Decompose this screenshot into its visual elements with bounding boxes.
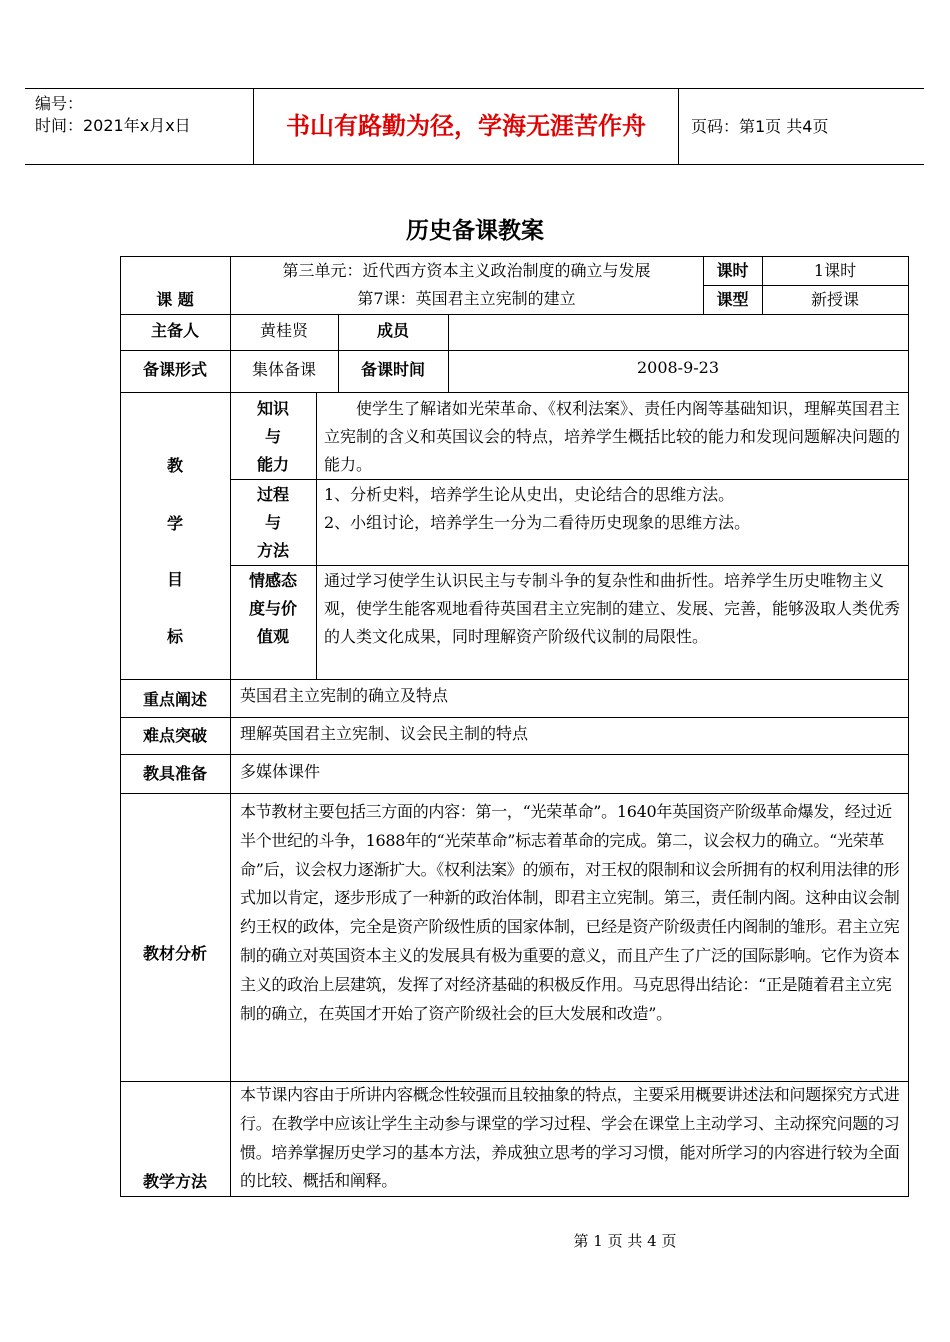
header-motto: 书山有路勤为径，学海无涯苦作舟: [254, 89, 679, 164]
lead-label: 主备人: [150, 321, 199, 340]
header-page-info: 页码：第1页 共4页: [691, 117, 829, 136]
date-label: 备课时间: [360, 360, 425, 379]
process-text-1: 1、分析史料，培养学生论从史出，史论结合的思维方法。: [324, 485, 735, 504]
analysis-label: 教材分析: [142, 944, 207, 963]
difficulty-label: 难点突破: [142, 726, 207, 745]
key-points-label: 重点阐述: [142, 690, 207, 709]
members-label: 成员: [376, 321, 409, 340]
goals-label-3: 目: [166, 570, 183, 589]
type-value: 新授课: [810, 290, 859, 309]
emotion-label-3: 值观: [256, 627, 289, 646]
type-label: 课型: [716, 290, 749, 309]
emotion-text: 通过学习使学生认识民主与专制斗争的复杂性和曲折性。培养学生历史唯物主义观，使学生能客观地看待英国君主立宪制的建立、发展、完善，能够汲取人类优秀的人类文化成果，同时理解资产阶级代议制的局限性。: [324, 571, 901, 646]
emotion-label-2: 度与价: [248, 599, 297, 618]
process-label-1: 过程: [256, 485, 289, 504]
header-meta: [25, 89, 254, 164]
method-text: 本节课内容由于所讲内容概念性较强而且较抽象的特点，主要采用概要讲述法和问题探究方式进行。在教学中应该让学生主动参与课堂的学习过程、学会在课堂上主动学习、主动探究问题的习惯。培养掌握历史学习的基本方法，养成独立思考的学习习惯，能对所学习的内容进行较为全面的比较、概括和阐释。: [240, 1085, 900, 1191]
tools-label: 教具准备: [142, 764, 207, 783]
date-value: 2008-9-23: [636, 358, 720, 377]
goals-label-2: 学: [166, 514, 183, 533]
key-points-text: 英国君主立宪制的确立及特点: [240, 686, 449, 705]
hours-label: 课时: [716, 261, 749, 280]
knowledge-text: 使学生了解诸如光荣革命、《权利法案》、责任内阁等基础知识，理解英国君主立宪制的含义和英国议会的特点，培养学生概括比较的能力和发现问题解决问题的能力。: [324, 399, 901, 474]
knowledge-label-2: 与: [264, 427, 281, 446]
document-header: [25, 88, 924, 165]
method-label: 教学方法: [142, 1172, 207, 1191]
knowledge-label-1: 知识: [256, 399, 289, 418]
time-label: 时间：2021年x月x日: [35, 116, 191, 135]
analysis-text: 本节教材主要包括三方面的内容：第一，“光荣革命”。1640年英国资产阶级革命爆发，经过近半个世纪的斗争，1688年的“光荣革命”标志着革命的完成。第二，议会权力的确立。“光荣革命”后，议会权力逐渐扩大。《权利法案》的颁布，对王权的限制和议会所拥有的权利用法律的形式加以肯定，逐步形成了一种新的政治体制，即君主立宪制。第三，责任制内阁。这种由议会制约王权的政体，完全是资产阶级性质的国家体制，已经是资产阶级责任内阁制的雏形。君主立宪制的确立对英国资本主义的发展具有极为重要的意义，而且产生了广泛的国际影响。它作为资本主义的政治上层建筑，发挥了对经济基础的积极反作用。马克思得出结论：“正是随着君主立宪制的确立，在英国才开始了资产阶级社会的巨大发展和改造”。: [240, 802, 900, 1023]
page-title: 历史备课教案: [406, 218, 544, 244]
tools-text: 多媒体课件: [240, 762, 321, 781]
process-text-2: 2、小组讨论，培养学生一分为二看待历史现象的思维方法。: [324, 513, 751, 532]
number-label: 编号：: [35, 94, 84, 113]
process-label-2: 与: [264, 513, 281, 532]
form-label: 备课形式: [142, 360, 207, 379]
lesson-title: 第7课：英国君主立宪制的建立: [357, 289, 576, 308]
topic-label: 课 题: [156, 290, 194, 309]
goals-label-1: 教: [166, 456, 183, 475]
form-value: 集体备课: [251, 360, 316, 379]
page-footer: 第 1 页 共 4 页: [573, 1232, 677, 1250]
goals-label-4: 标: [166, 627, 183, 646]
knowledge-label-3: 能力: [256, 455, 289, 474]
emotion-label-1: 情感态: [248, 571, 297, 590]
unit-title: 第三单元：近代西方资本主义政治制度的确立与发展: [282, 261, 651, 280]
lead-value: 黄桂贤: [259, 321, 308, 340]
process-label-3: 方法: [256, 541, 289, 560]
hours-value: 1课时: [813, 261, 857, 280]
difficulty-text: 理解英国君主立宪制、议会民主制的特点: [240, 724, 529, 743]
